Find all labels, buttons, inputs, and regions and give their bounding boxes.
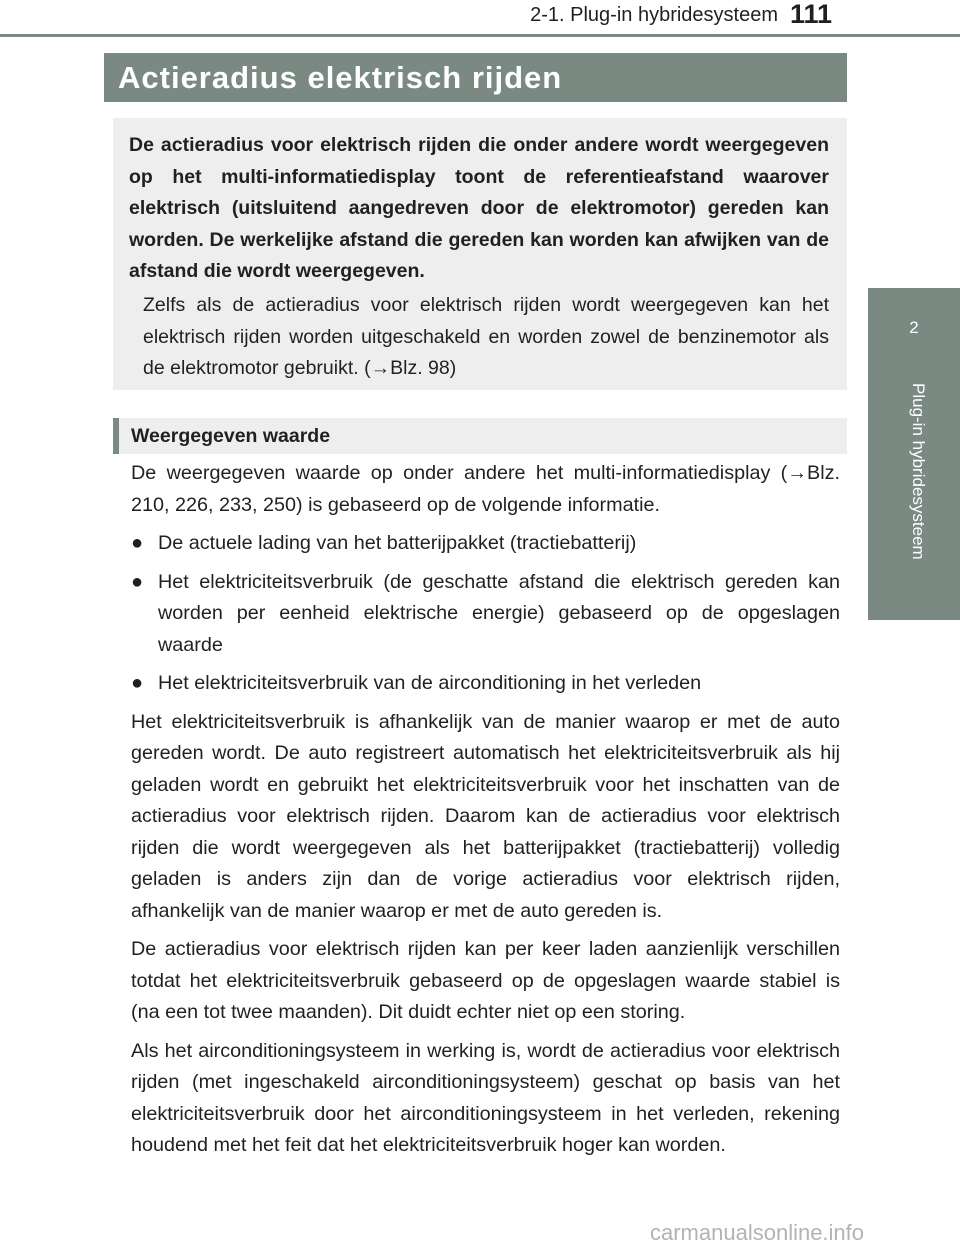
watermark: carmanualsonline.info [650,1220,865,1245]
list-item-text: Het elektriciteitsverbruik (de geschatte afstand die elektrisch gereden kan worden per eenheid elektrische energie) gebaseerd op de opgeslagen waarde [158,570,840,656]
chapter-number: 2 [909,318,919,337]
intro-note: Zelfs als de actieradius voor elektrisch rijden wordt weergegeven kan het elektrisch rijden worden uitgeschakeld en worden zowel de benzinemotor als de elektromotor gebruikt. (→Blz. 98) [143,294,829,379]
section-title: Actieradius elektrisch rijden [104,53,847,102]
running-header: 2-1. Plug-in hybridesysteem [530,4,778,26]
bullet-icon: ● [131,672,144,694]
body-paragraph: De actieradius voor elektrisch rijden kan per keer laden aanzienlijk verschillen totdat het elektriciteitsverbruik gebaseerd op de opgeslagen waarde stabiel is (na een tot twee maanden). Dit duidt echter niet op een storing. [131,938,840,1023]
bullet-icon: ● [131,570,144,593]
body-text [131,458,840,1169]
chapter-label: Plug-in hybridesysteem [909,383,928,560]
intro-summary: De actieradius voor elektrisch rijden die onder andere wordt weergegeven op het multi-informatiedisplay toont de referentieafstand waarover elektrisch (uitsluitend aangedreven door de elektromotor) gereden kan worden. De werkelijke afstand die gereden kan worden kan afwijken van de afstand die wordt weergegeven. [129,134,829,282]
header-rule [0,34,960,37]
body-paragraph: Het elektriciteitsverbruik is afhankelijk van de manier waarop er met de auto gereden wordt. De auto registreert automatisch het elektriciteitsverbruik als hij geladen wordt en gebruikt het elektriciteitsverbruik voor het inschatten van de actieradius voor elektrisch rijden. Daarom kan de actieradius voor elektrisch rijden die wordt weergegeven als het batterijpakket (tractiebatterij) volledig geladen is anders zijn dan de vorige actieradius voor elektrisch rijden, afhankelijk van de manier waarop er met de auto gereden is. [131,710,840,922]
list-item-text: De actuele lading van het batterijpakket (tractiebatterij) [158,532,637,554]
subheading: Weergegeven waarde [113,418,847,454]
list-item [131,668,840,700]
list-item [131,567,840,662]
body-paragraph: Als het airconditioningsysteem in werking is, wordt de actieradius voor elektrisch rijden (met ingeschakeld airconditioningsysteem) geschat op basis van het elektriciteitsverbruik door het airconditioningsysteem in het verleden, rekening houdend met het feit dat het elektriciteitsverbruik hoger kan worden. [131,1039,840,1156]
list-item-text: Het elektriciteitsverbruik van de airconditioning in het verleden [158,672,702,694]
page-number: 111 [790,0,833,29]
bullet-list [131,528,840,700]
list-item [131,528,840,560]
bullet-icon: ● [131,532,144,554]
body-paragraph: De weergegeven waarde op onder andere het multi-informatiedisplay (→Blz. 210, 226, 233, 250) is gebaseerd op de volgende informatie. [131,462,840,516]
